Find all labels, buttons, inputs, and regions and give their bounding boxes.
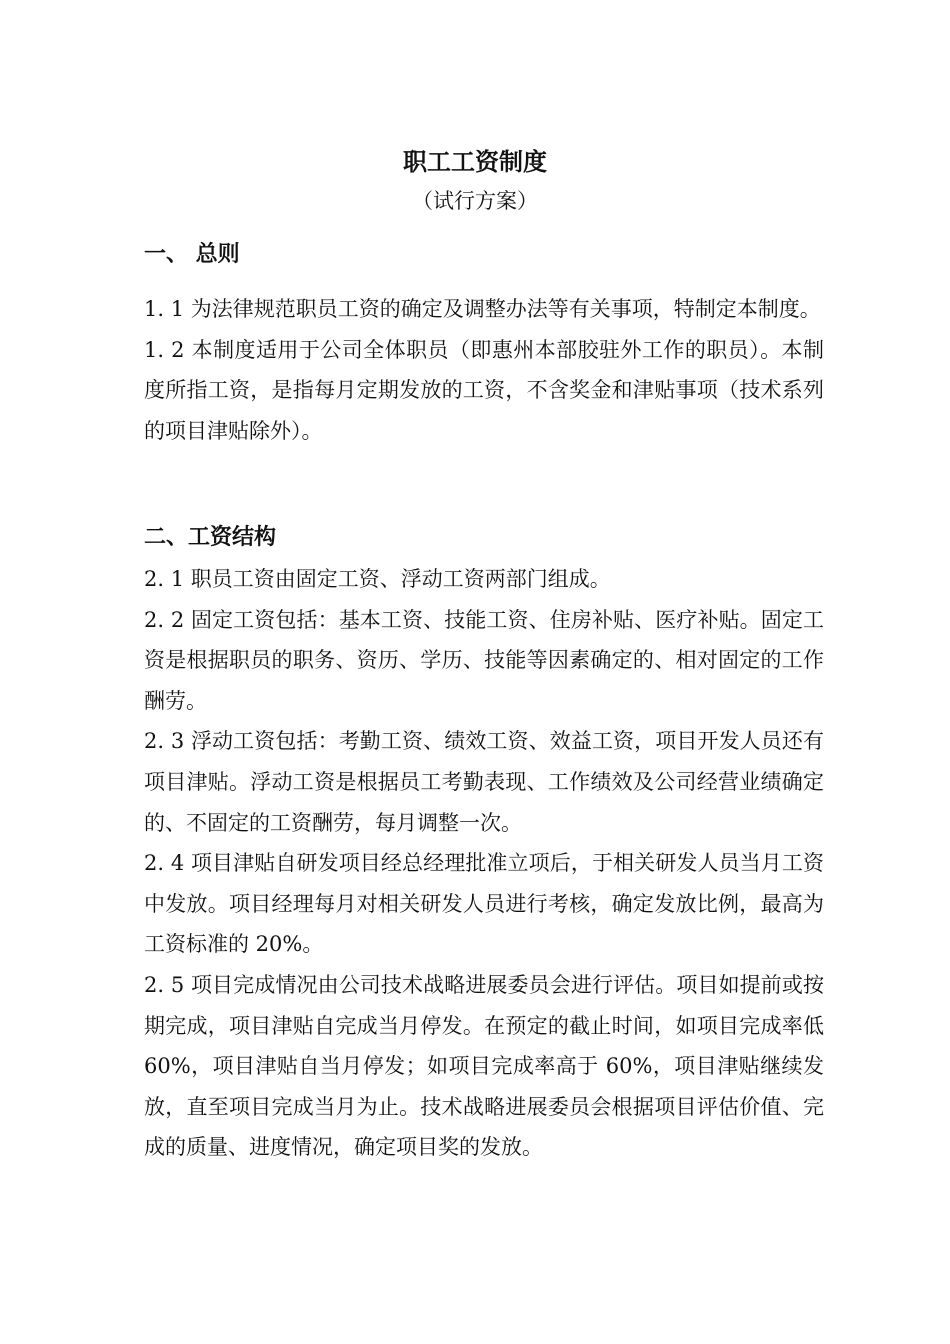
section-heading-salary-structure: 二、工资结构 [144,525,277,550]
section-body-general [144,289,824,451]
paragraph-1-1: 1. 1 为法律规范职员工资的确定及调整办法等有关事项，特制定本制度。 [144,297,821,321]
section-heading-general: 一、 总则 [144,242,240,267]
document-subtitle: （试行方案） [412,189,538,213]
paragraph-2-4: 2. 4 项目津贴自研发项目经总经理批准立项后，于相关研发人员当月工资中发放。项目经理每月对相关研发人员进行考核，确定发放比例，最高为工资标准的 20%。 [144,851,824,957]
section-body-salary-structure [144,559,824,1168]
paragraph-2-1: 2. 1 职员工资由固定工资、浮动工资两部门组成。 [144,567,611,591]
paragraph-2-2: 2. 2 固定工资包括：基本工资、技能工资、住房补贴、医疗补贴。固定工资是根据职员的职务、资历、学历、技能等因素确定的、相对固定的工作酬劳。 [144,607,824,713]
document-title: 职工工资制度 [403,148,547,176]
paragraph-2-5: 2. 5 项目完成情况由公司技术战略进展委员会进行评估。项目如提前或按期完成，项目津贴自完成当月停发。在预定的截止时间，如项目完成率低 60%，项目津贴自当月停发；如项目完成率高于 60%，项目津贴继续发放，直至项目完成当月为止。技术战略进展委员会根据项目评估价值、完成的质量、进度情况，确定项目奖的发放。 [144,972,824,1160]
paragraph-1-2: 1. 2 本制度适用于公司全体职员（即惠州本部胶驻外工作的职员）。本制度所指工资，是指每月定期发放的工资，不含奖金和津贴事项（技术系列的项目津贴除外）。 [144,337,824,443]
paragraph-2-3: 2. 3 浮动工资包括：考勤工资、绩效工资、效益工资，项目开发人员还有项目津贴。浮动工资是根据员工考勤表现、工作绩效及公司经营业绩确定的、不固定的工资酬劳，每月调整一次。 [144,729,824,835]
